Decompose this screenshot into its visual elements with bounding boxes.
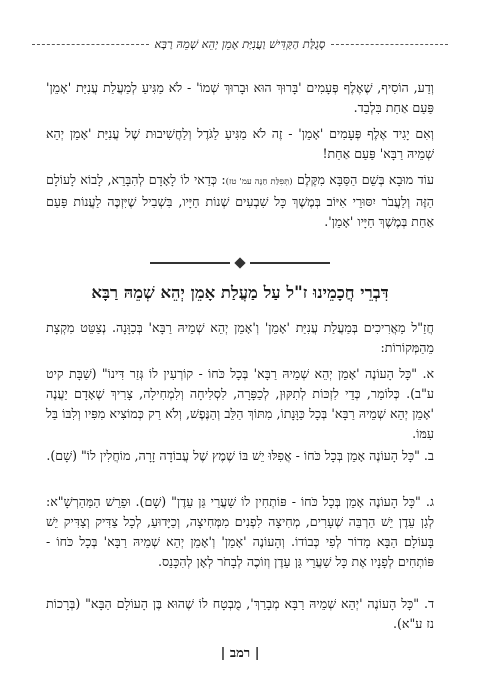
- divider-line-right: [250, 262, 330, 264]
- list-marker: ג.: [425, 494, 434, 509]
- list-marker: א.: [422, 366, 434, 381]
- item-text: . כְּלוֹמַר, כְּדֵי לִזְכּוֹת לְתִקּוּן, לְכַפָּרָה, לִסְלִיחָה וְלִמְחִילָה, צָרִיךְ שֶׁאָדָם יַעֲנֶה 'אָמֵן יְהֵא שְׁמֵיהּ רַבָּא' בְּכָל כַּוָּנָתוֹ, מִתּוֹךְ הַלֵּב וְהַנֶּפֶשׁ, וְלֹא רַק כְּמוֹצִיא מִפִּיו וְלִבּוֹ בַּל עִמּוֹ.: [46, 386, 434, 441]
- item-text: "כָּל הָעוֹנֶה 'יְהֵא שְׁמֵיהּ רַבָּא מְבָרַךְ', מֻבְטָח לוֹ שֶׁהוּא בֶּן הָעוֹלָם הַבָּא": [80, 596, 420, 611]
- section-divider: [150, 256, 330, 270]
- item-text: .: [392, 616, 397, 631]
- list-item-aleph: [46, 364, 434, 444]
- source-citation: (שַׁבָּת קיט ע"ב): [46, 366, 434, 401]
- running-head-rule-left: [32, 44, 149, 45]
- divider-line-left: [150, 262, 230, 264]
- intro-paragraph-2: [46, 124, 434, 164]
- paragraph-text: עוֹד מוּבָא בְּשֵׁם הַסַּבָּא מִקֶּלֶם: [292, 172, 434, 187]
- source-citation: (תְּפִלַּת חַנָּה עמ' טז): [225, 177, 293, 187]
- list-marker: ד.: [423, 596, 434, 611]
- source-citation: (שָׁם): [50, 448, 77, 463]
- commentator-name: הַמַּהַרְשָׁ"א: [50, 494, 101, 509]
- list-item-bet: [46, 446, 434, 466]
- diamond-ornament-icon: [234, 257, 245, 268]
- list-item-gimel: [46, 492, 434, 572]
- paragraph-text: : כְּדַאי לוֹ לָאָדָם לְהִבָּרֵא, לָבוֹא לָעוֹלָם הַזֶּה וְלַעֲבֹר יִסּוּרֵי אִיּוֹב בְּמֶשֶׁךְ כָּל שִׁבְעִים שְׁנוֹת חַיָּיו, בִּשְׁבִיל שֶׁיִּזְכֶּה לַעֲנוֹת פַּעַם אַחַת בְּמֶשֶׁךְ חַיָּיו 'אָמֵן'.: [46, 172, 434, 229]
- section-title: דִּבְרֵי חֲכָמֵינוּ ז"ל עַל מַעֲלַת אָמֵן יְהֵא שְׁמֵהּ רַבָּא: [91, 283, 389, 302]
- page-number: | רמב |: [220, 646, 260, 661]
- section-intro: [46, 318, 434, 358]
- item-text: "כָּל הָעוֹנֶה 'אָמֵן יְהֵא שְׁמֵיהּ רַבָּא' בְּכָל כֹּחוֹ - קוֹרְעִין לוֹ גְּזַר דִּינוֹ": [96, 366, 418, 381]
- item-text: "כָּל הָעוֹנֶה אָמֵן בְּכָל כֹּחוֹ - פּוֹתְחִין לוֹ שַׁעֲרֵי גַּן עֵדֶן": [166, 494, 421, 509]
- paragraph-text: חֲזַ"ל מַאֲרִיכִים בְּמַעֲלַת עֲנִיַּת 'אָמֵן' וְ'אָמֵן יְהֵא שְׁמֵיהּ רַבָּא' בְּכַוָּנָה. נְצַטֵּט מִקְצָת מֵהַמְּקוֹרוֹת:: [46, 320, 434, 355]
- item-text: : לְגַן עֵדֶן יֵשׁ הַרְבֵּה שְׁעָרִים, מְחִיצָה לִפְנִים מִמְּחִיצָה, וְכַיָּדוּעַ, לְכָל צַדִּיק וְצַדִּיק יֵשׁ בָּעוֹלָם הַבָּא מָדוֹר לְפִי כְּבוֹדוֹ. וְהָעוֹנֶה 'אָמֵן' וְ'אָמֵן יְהֵא שְׁמֵיהּ רַבָּא' בְּכָל כֹּחוֹ - פּוֹתְחִים לְפָנָיו אֶת כָּל שַׁעֲרֵי גַּן עֵדֶן וְזוֹכֶה לְבָחֹר לְאָן לְהִכָּנֵס.: [46, 494, 434, 569]
- list-item-dalet: [46, 594, 434, 634]
- intro-paragraph-1: [46, 78, 434, 118]
- intro-paragraph-3: [46, 170, 434, 232]
- item-text: .: [46, 448, 51, 463]
- item-text: . וּפֵרֵשׁ: [100, 494, 140, 509]
- list-marker: ב.: [423, 448, 434, 463]
- running-head-rule-right: [331, 44, 448, 45]
- source-citation: (בְּרָכוֹת נז ע"א): [46, 596, 434, 631]
- item-text: "כָּל הָעוֹנֶה אָמֵן בְּכָל כֹּחוֹ - אֲפִלּוּ יֵשׁ בּוֹ שֶׁמֶץ שֶׁל עֲבוֹדָה זָרָה, מוֹחֲלִין לוֹ": [77, 448, 420, 463]
- paragraph-text: וְדַע, הוֹסִיף, שֶׁאֶלֶף פְּעָמִים 'בָּרוּךְ הוּא וּבָרוּךְ שְׁמוֹ' - לֹא מַגִּיעַ לְמַעֲלַת עֲנִיַּת 'אָמֵן' פַּעַם אַחַת בִּלְבַד.: [46, 80, 434, 115]
- source-citation: (שָׁם): [139, 494, 167, 509]
- running-head: [32, 36, 448, 52]
- paragraph-text: וְאִם יָגִיד אֶלֶף פְּעָמִים 'אָמֵן' - זֶה לֹא מַגִּיעַ לַגֹּדֶל וְלַחֲשִׁיבוּת שֶׁל עֲנִיַּת 'אָמֵן יְהֵא שְׁמֵיהּ רַבָּא' פַּעַם אַחַת!: [46, 126, 434, 161]
- running-head-title: סְגֻלַּת הַקַּדִּישׁ וַעֲנִיַּת אָמֵן יְהֵא שְׁמֵהּ רַבָּא: [154, 37, 326, 51]
